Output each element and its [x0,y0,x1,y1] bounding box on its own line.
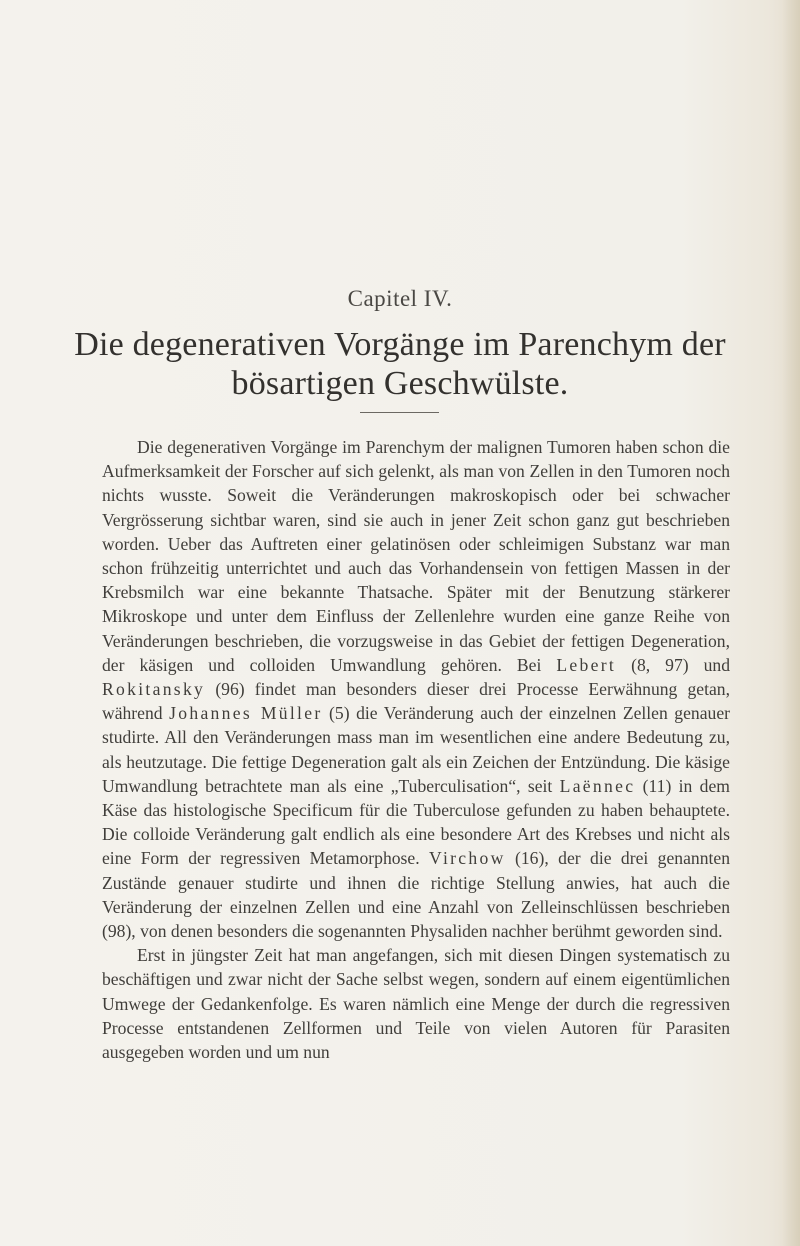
chapter-label: Capitel IV. [347,286,453,311]
chapter-title-line-1: Die degenerativen Vorgänge im Parenchym der [74,326,726,363]
title-divider [360,412,439,413]
author-name-laennec: Laënnec [559,775,636,796]
chapter-title-line-2: bösartigen Geschwülste. [231,365,569,402]
paragraph-1-text-5: (11) in dem Käse das histologische Specificum für die Tuberculose gefunden zu haben behauptete. Die colloide Veränderung galt endlich als eine besondere Art des Krebses und nicht als eine Form der regressiven Metamorphose. [102,775,730,869]
author-name-johannes-mueller: Johannes Müller [169,703,323,724]
body-text [102,435,730,1064]
page-edge-shadow [782,0,800,1246]
paragraph-1 [102,435,730,943]
author-name-virchow: Virchow [429,848,506,869]
paragraph-1-text-4: (5) die Veränderung auch der einzelnen Zellen genauer studirte. All den Veränderungen mass man im wesentlichen eine andere Bedeutung zu, als heutzutage. Die fettige Degeneration galt als ein Zeichen der Entzündung. Die käsige Umwandlung betrachtete man als eine „Tuberculisation“, seit [102,703,730,796]
author-name-rokitansky: Rokitansky [102,679,206,700]
author-name-lebert: Lebert [556,654,617,675]
paragraph-1-text-3: (96) findet man besonders dieser drei Processe Eerwähnung getan, während [102,679,730,724]
paragraph-1-text-6: (16), der die drei genannten Zustände genauer studirte und ihnen die richtige Stellung anwies, hat auch die Veränderung der einzelnen Zellen und eine Anzahl von Zelleinschlüssen beschrieben (98), von denen besonders die sogenannten Physaliden nachher berühmt geworden sind. [102,848,730,942]
paragraph-1-text-1: Die degenerativen Vorgänge im Parenchym der malignen Tumoren haben schon die Aufmerksamkeit der Forscher auf sich gelenkt, als man von Zellen in den Tumoren noch nichts wusste. Soweit die Veränderungen makroskopisch oder bei schwacher Vergrösserung sichtbar waren, sind sie auch in jener Zeit schon ganz gut beschrieben worden. Ueber das Auftreten einer gelatinösen oder schleimigen Substanz war man schon frühzeitig unterrichtet und auch das Vorhandensein von fettigen Massen in der Krebsmilch war eine bekannte Thatsache. Später mit der Benutzung stärkerer Mikroskope und unter dem Einfluss der Zellenlehre wurden eine ganze Reihe von Veränderungen beschrieben, die vorzugsweise in das Gebiet der fettigen Degeneration, der käsigen und colloiden Umwandlung gehören. Bei [102,437,730,675]
chapter-title [40,325,760,403]
paragraph-2: Erst in jüngster Zeit hat man angefangen, sich mit diesen Dingen systematisch zu beschäftigen und zwar nicht der Sache selbst wegen, sondern auf einem eigentümlichen Umwege der Gedankenfolge. Es waren nämlich eine Menge der durch die regressiven Processe entstandenen Zellformen und Teile von vielen Autoren für Parasiten ausgegeben worden und um nun [102,945,730,1063]
paragraph-1-text-2: (8, 97) und [616,654,731,675]
